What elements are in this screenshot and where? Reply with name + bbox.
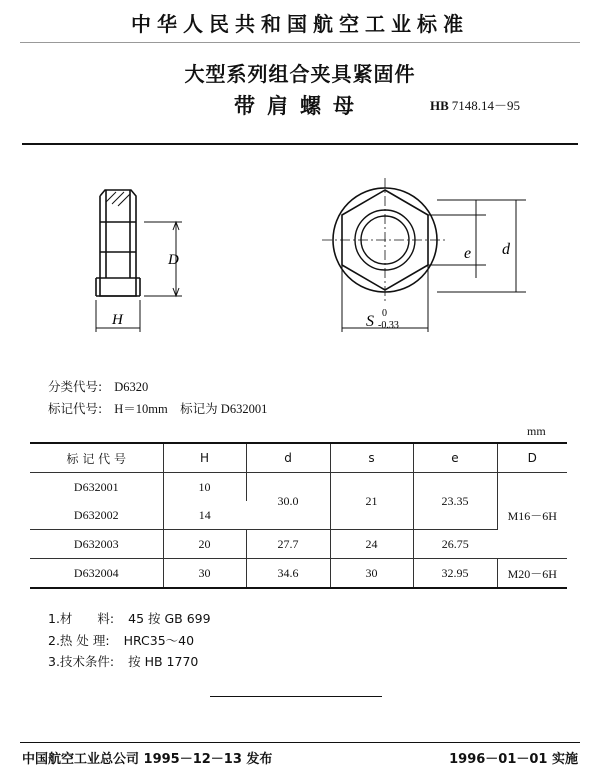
header-s: s: [330, 443, 413, 473]
header-divider: [20, 42, 580, 43]
category-value: D6320: [114, 380, 149, 394]
table-row: [30, 559, 567, 589]
title-rule: [22, 143, 578, 145]
note-label: 2.热 处 理:: [48, 633, 110, 648]
table-row: [30, 473, 567, 502]
cell-code: D632004: [30, 559, 163, 589]
table-row: [30, 530, 567, 559]
category-line: [48, 377, 148, 395]
note-value: 45 按 GB 699: [128, 611, 211, 626]
note-value: 按 HB 1770: [128, 654, 199, 669]
standard-code: [430, 95, 520, 114]
note-value: HRC35～40: [123, 633, 195, 648]
label-S-upper: 0: [382, 308, 387, 319]
cell-code: D632002: [30, 501, 163, 530]
cell-H: 10: [163, 473, 246, 502]
cell-s: 24: [330, 530, 413, 559]
standard-prefix: HB: [430, 98, 449, 113]
cell-H: 20: [163, 530, 246, 559]
header-H: H: [163, 443, 246, 473]
note-label: 1.材 料:: [48, 611, 115, 626]
cell-e: 26.75: [413, 530, 497, 559]
cell-H: 30: [163, 559, 246, 589]
spec-table: [30, 442, 567, 589]
document-title: 大型系列组合夹具紧固件: [184, 62, 416, 86]
cell-s-merged: 21: [330, 473, 413, 530]
cell-e-merged: 23.35: [413, 473, 497, 530]
cell-code: D632003: [30, 530, 163, 559]
cell-d: 27.7: [246, 530, 330, 559]
end-rule: [210, 696, 382, 697]
header-code: 标 记 代 号: [30, 443, 163, 473]
cell-e: 32.95: [413, 559, 497, 589]
header-D: D: [497, 443, 567, 473]
marking-label: 标记代号:: [48, 401, 103, 416]
cell-d-merged: 30.0: [246, 473, 330, 530]
category-label: 分类代号:: [48, 379, 103, 394]
marking-value: H＝10mm 标记为 D632001: [114, 402, 268, 416]
cell-d: 34.6: [246, 559, 330, 589]
cell-D-merged: M16－6H: [507, 509, 557, 523]
label-H: H: [112, 312, 123, 328]
note-heat-treatment: [48, 631, 194, 649]
cell-s: 30: [330, 559, 413, 589]
label-e: e: [464, 245, 472, 262]
label-S: S: [366, 313, 374, 330]
cell-code: D632001: [30, 473, 163, 502]
effective-line: 1996－01－01 实施: [449, 752, 578, 767]
cell-H: 14: [198, 507, 211, 522]
note-label: 3.技术条件:: [48, 654, 115, 669]
standard-number: 7148.14－95: [451, 98, 521, 113]
cell-D: M20－6H: [497, 559, 567, 589]
header-e: e: [413, 443, 497, 473]
top-view: [322, 178, 526, 332]
footer-rule: [20, 742, 580, 743]
note-material: [48, 609, 211, 627]
standard-header: 中华人民共和国航空工业标准: [131, 12, 469, 36]
issuer-line: 中国航空工业总公司 1995－12－13 发布: [22, 752, 273, 767]
note-technical-conditions: [48, 652, 198, 670]
unit-label: mm: [527, 424, 546, 438]
label-S-lower: -0.33: [378, 320, 399, 331]
nut-drawing: [60, 160, 580, 360]
document-subtitle: 带肩螺母: [234, 94, 366, 118]
header-d: d: [246, 443, 330, 473]
label-D: D: [168, 252, 179, 268]
label-d: d: [502, 241, 510, 258]
marking-line: [48, 399, 267, 417]
